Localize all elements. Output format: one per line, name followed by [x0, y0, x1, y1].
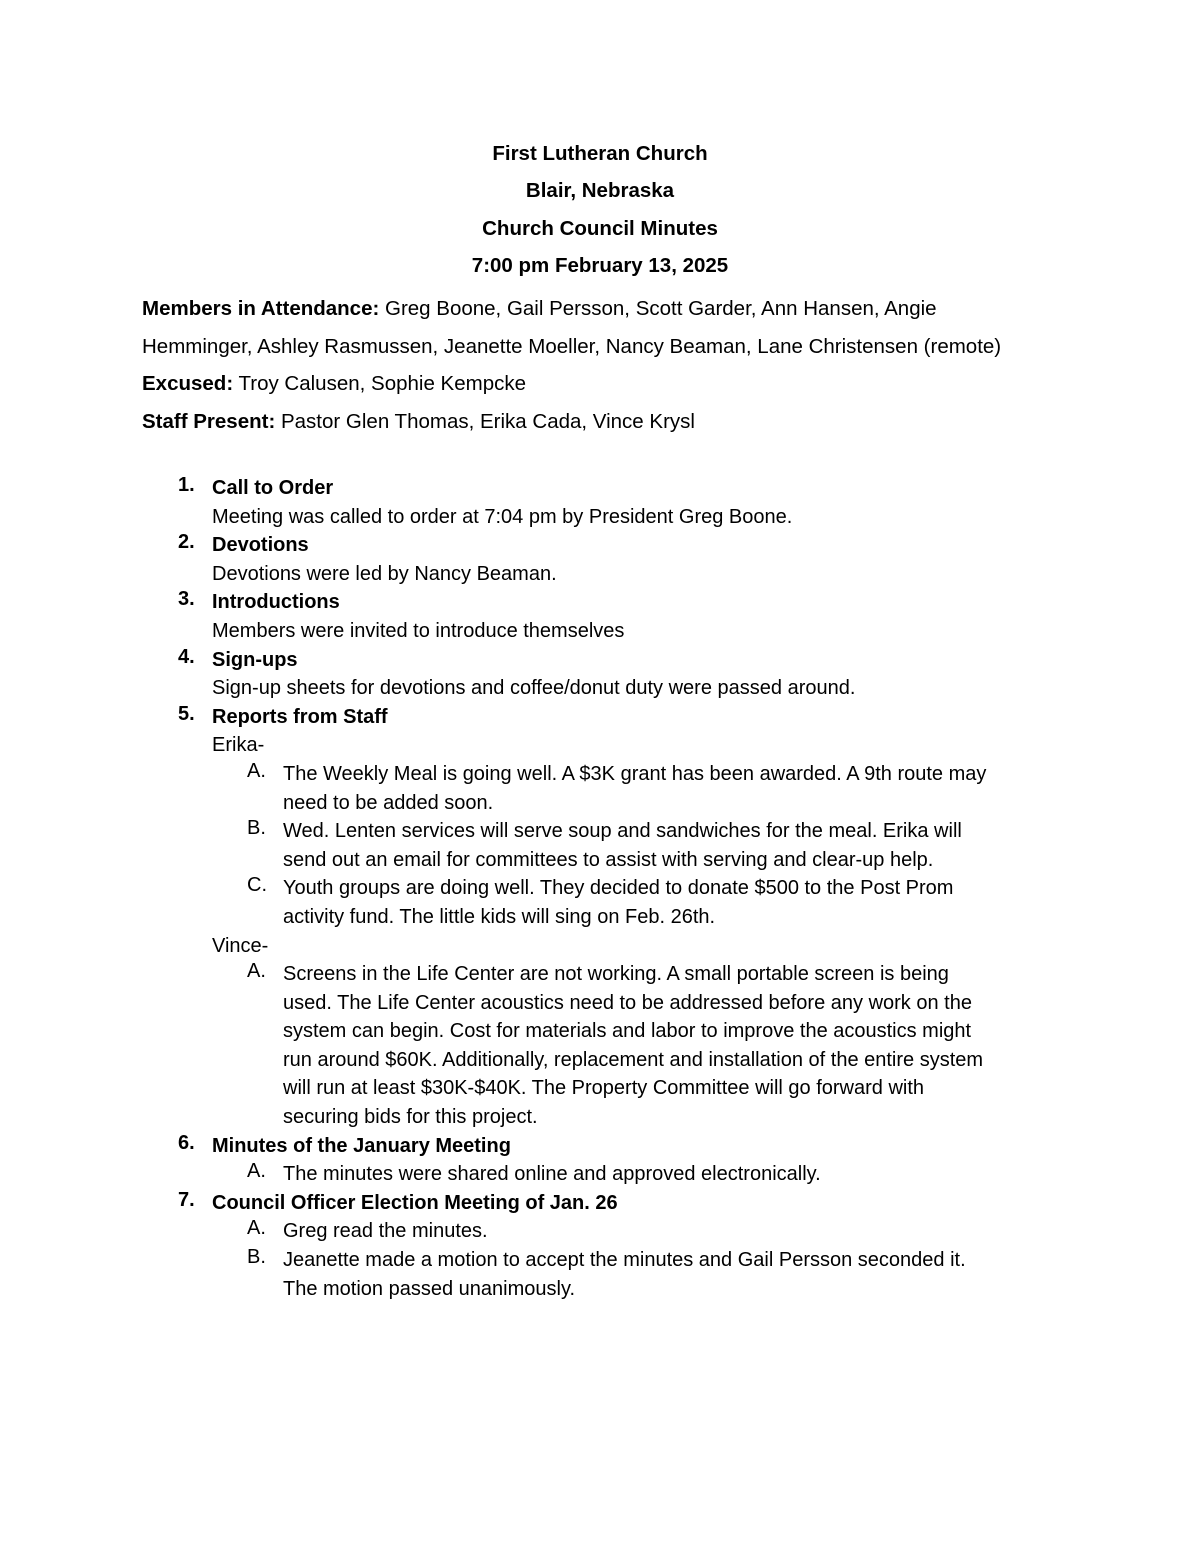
- sub-text-line: Greg read the minutes.: [283, 1220, 488, 1243]
- sub-text-line: Jeanette made a motion to accept the minutes and Gail Persson seconded it.: [283, 1249, 966, 1272]
- members-list-2: Hemminger, Ashley Rasmussen, Jeanette Moeller, Nancy Beaman, Lane Christensen (remote): [142, 334, 1002, 358]
- agenda-item-election-meeting: [142, 1189, 1142, 1303]
- sub-text-line: activity fund. The little kids will sing on Feb. 26th.: [283, 905, 716, 928]
- erika-report-c: [142, 874, 1142, 931]
- vince-report-a: [142, 960, 1142, 1132]
- members-line-1: [142, 290, 1142, 328]
- agenda-item-january-minutes: [142, 1132, 1142, 1189]
- january-minutes-a: [142, 1160, 1142, 1189]
- members-label: Members in Attendance:: [142, 297, 380, 320]
- sub-letter: C.: [247, 874, 267, 897]
- item-title: Reports from Staff: [212, 705, 388, 728]
- sub-text-line: The minutes were shared online and approved electronically.: [283, 1163, 821, 1186]
- sub-text-line: will run at least $30K-$40K. The Property Committee will go forward with: [283, 1077, 925, 1100]
- sub-letter: A.: [247, 1217, 266, 1240]
- meeting-datetime: 7:00 pm February 13, 2025: [471, 253, 729, 277]
- sub-text-line: securing bids for this project.: [283, 1106, 538, 1129]
- item-number: 1.: [178, 474, 195, 496]
- agenda-item: [142, 531, 1142, 588]
- church-location: Blair, Nebraska: [525, 179, 675, 203]
- sub-text-line: The Weekly Meal is going well. A $3K grant has been awarded. A 9th route may: [283, 762, 987, 785]
- staff-line: [142, 403, 1142, 441]
- members-list-1: Greg Boone, Gail Persson, Scott Garder, Ann Hansen, Angie: [379, 297, 937, 320]
- item-text: Sign-up sheets for devotions and coffee/donut duty were passed around.: [212, 677, 856, 700]
- item-number: 7.: [178, 1188, 195, 1211]
- sub-text-line: The motion passed unanimously.: [283, 1277, 576, 1300]
- agenda-item-staff-reports: [142, 703, 1142, 1132]
- sub-letter: A.: [247, 960, 266, 983]
- sub-letter: A.: [247, 759, 266, 782]
- agenda-item: [142, 646, 1142, 703]
- agenda-list: [142, 474, 1142, 1303]
- sub-text-line: run around $60K. Additionally, replacement and installation of the entire system: [283, 1048, 984, 1071]
- sub-text-line: Wed. Lenten services will serve soup and sandwiches for the meal. Erika will: [283, 820, 962, 843]
- sub-text-line: used. The Life Center acoustics need to be addressed before any work on the: [283, 991, 972, 1014]
- item-number: 4.: [178, 645, 195, 668]
- document-header: [0, 141, 1200, 290]
- attendance-section: [142, 290, 1142, 440]
- erika-report-a: [142, 760, 1142, 817]
- item-text: Members were invited to introduce themselves: [212, 619, 625, 642]
- excused-label: Excused:: [142, 372, 234, 395]
- sub-letter: B.: [247, 817, 266, 840]
- item-number: 6.: [178, 1131, 195, 1154]
- item-title: Minutes of the January Meeting: [212, 1134, 511, 1157]
- erika-label: Erika-: [212, 734, 265, 757]
- excused-line: [142, 365, 1142, 403]
- document-title: Church Council Minutes: [482, 216, 718, 240]
- item-text: Meeting was called to order at 7:04 pm by President Greg Boone.: [212, 505, 793, 528]
- item-title: Introductions: [212, 591, 340, 614]
- item-text: Devotions were led by Nancy Beaman.: [212, 562, 557, 585]
- sub-text-line: Screens in the Life Center are not working. A small portable screen is being: [283, 963, 949, 986]
- sub-letter: A.: [247, 1160, 266, 1183]
- church-name: First Lutheran Church: [492, 142, 708, 165]
- sub-text-line: Youth groups are doing well. They decided to donate $500 to the Post Prom: [283, 877, 954, 900]
- erika-report-b: [142, 817, 1142, 874]
- staff-label: Staff Present:: [142, 409, 276, 433]
- sub-text-line: send out an email for committees to assist with serving and clear-up help.: [283, 848, 934, 871]
- staff-list: Pastor Glen Thomas, Erika Cada, Vince Krysl: [275, 409, 695, 433]
- item-title: Sign-ups: [212, 648, 298, 671]
- members-line-2: [142, 328, 1142, 366]
- item-title: Council Officer Election Meeting of Jan. 26: [212, 1191, 618, 1214]
- item-title: Devotions: [212, 534, 309, 557]
- sub-text-line: system can begin. Cost for materials and labor to improve the acoustics might: [283, 1020, 972, 1043]
- item-title: Call to Order: [212, 477, 334, 499]
- sub-text-line: need to be added soon.: [283, 791, 494, 814]
- agenda-item: [142, 588, 1142, 645]
- item-number: 5.: [178, 702, 195, 725]
- agenda-item: [142, 474, 1142, 531]
- sub-letter: B.: [247, 1246, 266, 1269]
- election-meeting-b: [142, 1246, 1142, 1303]
- vince-label: Vince-: [212, 934, 269, 957]
- item-number: 2.: [178, 531, 195, 554]
- excused-list: Troy Calusen, Sophie Kempcke: [233, 372, 527, 395]
- item-number: 3.: [178, 588, 195, 611]
- election-meeting-a: [142, 1217, 1142, 1246]
